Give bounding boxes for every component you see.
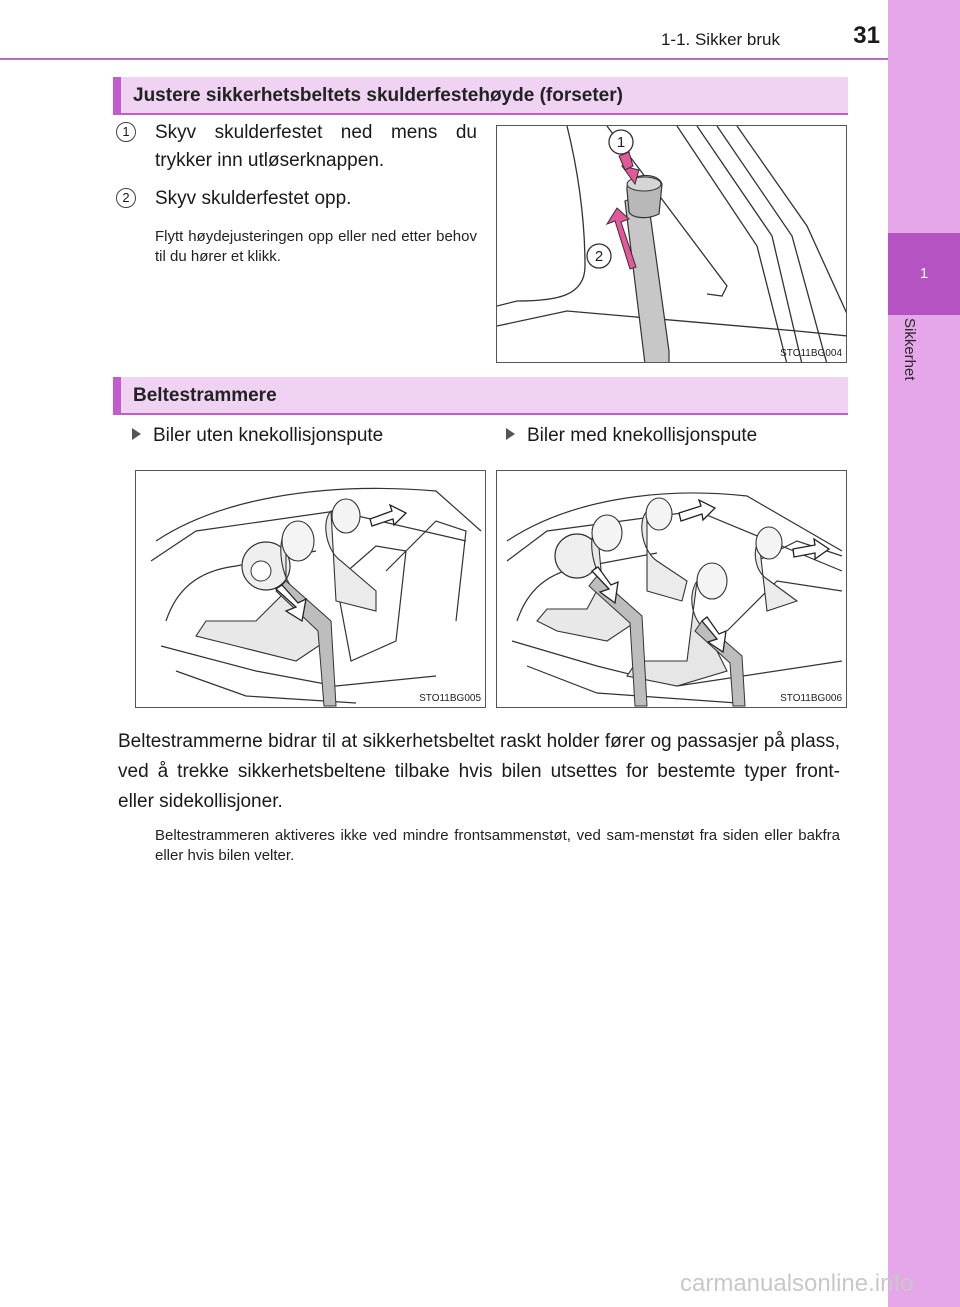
section-heading-pretensioners — [113, 377, 848, 415]
figure-code: STO11BG005 — [419, 693, 481, 704]
pretensioner-note: Beltestrammeren aktiveres ikke ved mindre frontsammenstøt, ved sam-menstøt fra siden eller bakfra eller hvis bilen velter. — [155, 827, 840, 864]
column-label-text: Biler uten knekollisjonspute — [153, 425, 384, 446]
adjust-note: Flytt høydejusteringen opp eller ned etter behov til du hører et klikk. — [155, 228, 477, 265]
triangle-bullet-icon — [506, 428, 515, 440]
figure-code: STO11BG004 — [780, 348, 842, 359]
section-heading-shoulder-anchor — [113, 77, 848, 115]
column-label-with-knee-airbag — [506, 425, 757, 447]
step-text-2: Skyv skulderfestet opp. — [155, 188, 352, 209]
callout-1: 1 — [616, 134, 626, 151]
column-label-without-knee-airbag — [132, 425, 383, 447]
step-number-2: 2 — [116, 188, 136, 208]
header-divider — [0, 58, 888, 60]
watermark: carmanualsonline.info — [680, 1270, 914, 1297]
cabin-illustration-full — [497, 471, 847, 708]
callout-2: 2 — [594, 248, 604, 265]
column-label-text: Biler med knekollisjonspute — [527, 425, 758, 446]
figure-pretensioner-without-knee-airbag — [135, 470, 486, 708]
step-number-1: 1 — [116, 122, 136, 142]
figure-code: STO11BG006 — [780, 693, 842, 704]
section-heading-text: Justere sikkerhetsbeltets skulderfestehøyde (forseter) — [133, 85, 623, 106]
page-number: 31 — [853, 22, 880, 49]
shoulder-anchor-illustration — [497, 126, 847, 363]
chapter-label-text: Sikkerhet — [901, 318, 918, 381]
figure-pretensioner-with-knee-airbag — [496, 470, 847, 708]
header-section-title: 1-1. Sikker bruk — [660, 30, 780, 49]
chapter-number-badge: 1 — [888, 233, 960, 315]
figure-shoulder-anchor — [496, 125, 847, 363]
section-heading-text: Beltestrammere — [133, 385, 277, 406]
step-text-1: Skyv skulderfestet ned mens du trykker inn utløserknappen. — [155, 122, 477, 171]
side-chapter-tab — [888, 0, 960, 1307]
triangle-bullet-icon — [132, 428, 141, 440]
pretensioner-body-text: Beltestrammerne bidrar til at sikkerhetsbeltet raskt holder fører og passasjer på plass, ved å trekke sikkerhetsbeltene tilbake hvis bilen utsettes for bestemte typer front- eller sidekollisjoner. — [118, 731, 840, 812]
cabin-illustration-front — [136, 471, 486, 708]
chapter-label — [898, 318, 920, 458]
